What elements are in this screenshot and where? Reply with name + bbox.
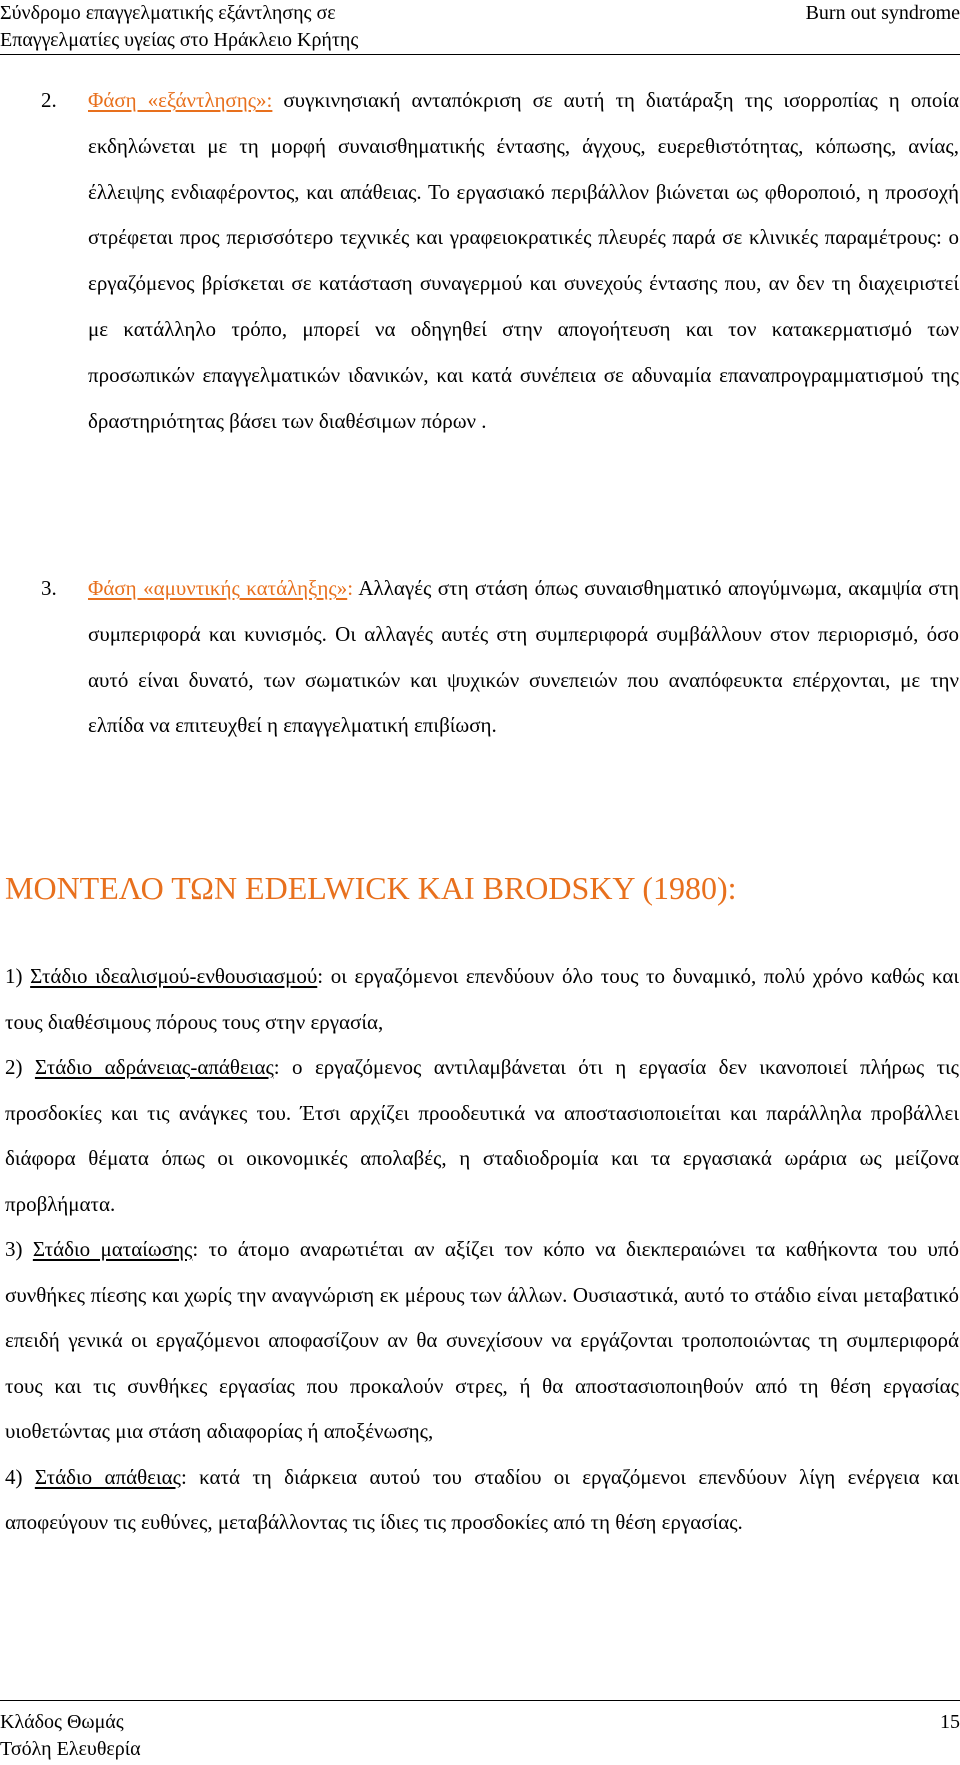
stage-title: Στάδιο αδράνειας-απάθειας [34,1055,274,1079]
stage-title: Στάδιο απάθειας [34,1464,181,1489]
stage-prefix: 2) [5,1055,35,1079]
header-right: Burn out syndrome [805,2,960,24]
stage-item [5,1045,959,1227]
phase3-text: Αλλαγές στη στάση όπως συναισθηματικό απογύμνωμα, ακαμψία στη συμπεριφορά και κυνισμός. Οι αλλαγές αυτές στη συμπεριφορά συμβάλλουν στον περιορισμό, όσο αυτό είναι δυνατό, των σωματικών και ψυχικών συνεπειών που αναπόφευκτα επέρχονται, με την ελπίδα να επιτευχθεί η επαγγελματική επιβίωση. [88,576,959,738]
phase3-colon: : [347,576,354,600]
stage-text: : κατά τη διάρκεια αυτού του σταδίου οι εργαζόμενοι επενδύουν λίγη ενέργεια και αποφεύγουν τις ευθύνες, μεταβάλλοντας τις ίδιες τις προσδοκίες από τη θέση εργασίας. [5,1464,959,1534]
stage-item [5,954,959,1045]
page-number: 15 [940,1711,960,1733]
stage-text: : ο εργαζόμενος αντιλαμβάνεται ότι η εργασία δεν ικανοποιεί πλήρως τις προσδοκίες και τις ανάγκες του. Έτσι αρχίζει προοδευτικά να αποστασιοποιείται και παράλληλα προβάλλει διάφορα θέματα όπως οι οικονομικές απολαβές, η σταδιοδρομία και τα εργασιακά ωράρια ως μείζονα προβλήματα. [5,1055,959,1216]
phase3-paragraph [41,566,959,749]
stages-list [5,954,959,1546]
phase2-text: συγκινησιακή ανταπόκριση σε αυτή τη διατάραξη της ισορροπίας η οποία εκδηλώνεται με τη μορφή συναισθηματικής έντασης, άγχους, ευερεθιστότητας, κόπωσης, ανίας, έλλειψης ενδιαφέροντος, και απάθειας. Το εργασιακό περιβάλλον βιώνεται ως φθοροποιό, η προσοχή στρέφεται προς περισσότερο τεχνικές και γραφειοκρατικές πλευρές παρά σε κλινικές παραμέτρους: ο εργαζόμενος βρίσκεται σε κατάσταση συναγερμού και συνεχούς έντασης που, αν δεν τη διαχειριστεί με κατάλληλο τρόπο, μπορεί να οδηγηθεί στην απογοήτευση και τον κατακερματισμό των προσωπικών επαγγελματικών ιδανικών, και κατά συνέπεια σε αδυναμία επαναπρογραμματισμού της δραστηριότητας βάσει των διαθέσιμων πόρων . [88,88,959,433]
stage-text: : το άτομο αναρωτιέται αν αξίζει τον κόπο να διεκπεραιώνει τα καθήκοντα του υπό συνθήκες πίεσης και χωρίς την αναγνώριση εκ μέρους των άλλων. Ουσιαστικά, αυτό το στάδιο είναι μεταβατικό επειδή γενικά οι εργαζόμενοι αποφασίζουν αν θα συνεχίσουν να εργάζονται τροποποιώντας τη συμπεριφορά τους και τις συνθήκες εργασίας που προκαλούν στρες, ή θα αποστασιοποιηθούν από τη θέση εργασίας υιοθετώντας μια στάση αδιαφορίας ή αποξένωσης, [5,1237,960,1443]
stage-prefix: 4) [5,1464,35,1489]
phase2-paragraph [41,78,959,444]
footer-author2: Τσόλη Ελευθερία [0,1738,141,1760]
stage-title: Στάδιο ιδεαλισμού-ενθουσιασμού [30,964,318,988]
stage-text: : οι εργαζόμενοι επενδύουν όλο τους το δυναμικό, πολύ χρόνο καθώς και τους διαθέσιμους πόρους τους στην εργασία, [5,964,960,1034]
header-title-line2: Επαγγελματίες υγείας στο Ηράκλειο Κρήτης [0,29,359,51]
footer-author1: Κλάδος Θωμάς [0,1711,124,1733]
phase2-title: Φάση «εξάντλησης»: [88,88,273,112]
stage-item [5,1227,959,1455]
header-divider [0,54,960,55]
footer-authors [0,1709,141,1763]
header-left [0,0,358,54]
stage-item [5,1455,959,1546]
stage-prefix: 1) [5,964,31,988]
footer-divider [0,1700,960,1701]
phase3-title: Φάση «αμυντικής κατάληξης» [88,576,348,600]
stage-title: Στάδιο ματαίωσης [32,1237,193,1261]
phase2-number: 2. [41,88,57,112]
stage-prefix: 3) [5,1237,33,1261]
section-heading: ΜΟΝΤΕΛΟ ΤΩΝ EDELWICK ΚΑΙ BRODSKY (1980): [5,870,737,906]
header-title-line1: Σύνδρομο επαγγελματικής εξάντλησης σε [0,2,336,24]
phase3-number: 3. [41,576,57,600]
